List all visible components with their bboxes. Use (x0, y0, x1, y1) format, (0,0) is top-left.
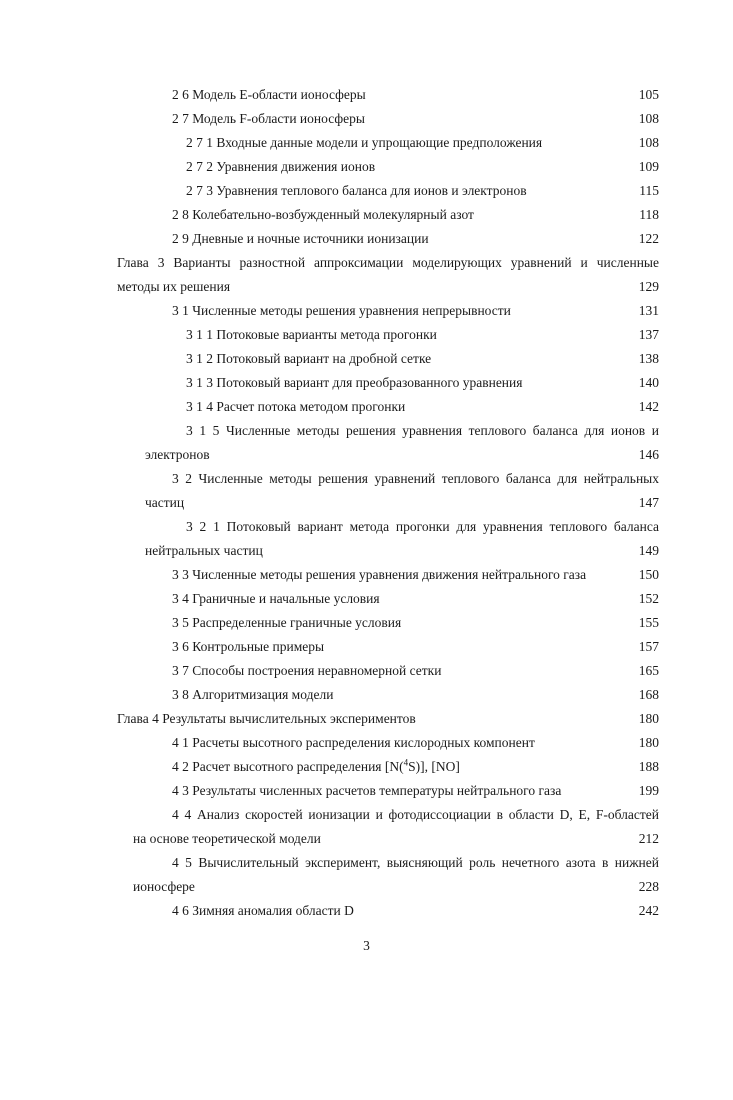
toc-entry-text: 3 1 1 Потоковые варианты метода прогонки (186, 327, 437, 342)
toc-entry-page: 180 (638, 711, 659, 726)
toc-entry-text: 3 6 Контрольные примеры (172, 639, 325, 654)
toc-entry-text: 3 1 2 Потоковый вариант на дробной сетке (186, 351, 432, 366)
toc-entry-page: 115 (639, 183, 659, 198)
toc-entry-text: 2 7 2 Уравнения движения ионов (186, 159, 376, 174)
toc-entry-page: 109 (638, 159, 659, 174)
toc-entry-text: 4 3 Результаты численных расчетов температуры нейтрального газа (172, 783, 562, 798)
toc-entry-page: 137 (638, 327, 659, 342)
toc-entry-text: 4 5 Вычислительный эксперимент, выясняющий роль нечетного азота в нижней (172, 855, 659, 870)
toc-entry-page: 228 (638, 879, 659, 894)
toc-entry-text: 2 6 Модель E-области ионосферы (172, 87, 366, 102)
toc-entry-page: 138 (638, 351, 659, 366)
toc-entry-page: 165 (638, 663, 659, 678)
toc-entry-page: 155 (638, 615, 659, 630)
toc-entry-text: 3 8 Алгоритмизация модели (172, 687, 334, 702)
toc-chapter-heading: Глава 4 Результаты вычислительных экспериментов (117, 711, 416, 726)
toc-entry-page: 150 (638, 567, 659, 582)
page-number: 3 (363, 938, 370, 953)
toc-entry-text: ионосфере (133, 879, 195, 894)
toc-entry-page: 105 (638, 87, 659, 102)
toc-entry-text: 2 7 1 Входные данные модели и упрощающие предположения (186, 135, 543, 150)
toc-entry-text: на основе теоретической модели (133, 831, 321, 846)
toc-entry-page: 180 (638, 735, 659, 750)
toc-entry-page: 147 (638, 495, 659, 510)
toc-entry-page: 199 (638, 783, 659, 798)
toc-entry-text: электронов (145, 447, 210, 462)
toc-entry-text-part: S)], [NO] (408, 759, 460, 774)
toc-entry-text: 3 2 Численные методы решения уравнений теплового баланса для нейтральных (172, 471, 659, 486)
toc-entry-text: 4 4 Анализ скоростей ионизации и фотодиссоциации в области D, E, F-областей (172, 807, 659, 822)
toc-entry-text: методы их решения (117, 279, 231, 294)
toc-entry-text: 3 1 4 Расчет потока методом прогонки (186, 399, 406, 414)
toc-entry-text: 3 1 5 Численные методы решения уравнения теплового баланса для ионов и (186, 423, 659, 438)
toc-entry-text: 3 2 1 Потоковый вариант метода прогонки для уравнения теплового баланса (186, 519, 659, 534)
toc-entry-page: 108 (638, 135, 659, 150)
toc-entry-page: 149 (638, 543, 659, 558)
toc-entry-text-part: 4 2 Расчет высотного распределения [N( (172, 759, 404, 774)
toc-entry-page: 142 (638, 399, 659, 414)
toc-entry-text (172, 758, 460, 775)
toc-entry-page: 140 (638, 375, 659, 390)
toc-entry-text: 3 1 3 Потоковый вариант для преобразованного уравнения (186, 375, 523, 390)
toc-entry-text: нейтральных частиц (145, 543, 263, 558)
toc-entry-page: 168 (638, 687, 659, 702)
toc-entry-text: 3 5 Распределенные граничные условия (172, 615, 402, 630)
toc-entry-page: 157 (638, 639, 659, 654)
toc-entry-text: частиц (145, 495, 185, 510)
toc-entry-page: 188 (638, 759, 659, 774)
toc-entry-superscript: 4 (403, 757, 409, 768)
toc-entry-page: 131 (638, 303, 659, 318)
toc-entry-text: 2 7 Модель F-области ионосферы (172, 111, 365, 126)
toc-entry-text: 3 3 Численные методы решения уравнения движения нейтрального газа (172, 567, 587, 582)
toc-entry-page: 242 (638, 903, 659, 918)
toc-entry-page: 129 (638, 279, 659, 294)
toc-entry-page: 146 (638, 447, 659, 462)
toc-entry-text: 2 9 Дневные и ночные источники ионизации (172, 231, 429, 246)
toc-entry-text: 3 1 Численные методы решения уравнения непрерывности (172, 303, 511, 318)
toc-entry-text: 4 1 Расчеты высотного распределения кислородных компонент (172, 735, 535, 750)
toc-entry-text: 3 4 Граничные и начальные условия (172, 591, 380, 606)
toc-entry-text: 4 6 Зимняя аномалия области D (172, 903, 354, 918)
toc-chapter-heading: Глава 3 Варианты разностной аппроксимации моделирующих уравнений и численные (117, 255, 659, 270)
toc-entry-text: 2 7 3 Уравнения теплового баланса для ионов и электронов (186, 183, 527, 198)
toc-entry-page: 152 (638, 591, 659, 606)
toc-entry-page: 212 (638, 831, 659, 846)
toc-entry-text: 3 7 Способы построения неравномерной сетки (172, 663, 442, 678)
toc-entry-text: 2 8 Колебательно-возбужденный молекулярный азот (172, 207, 474, 222)
toc-entry-page: 108 (638, 111, 659, 126)
toc-entry-page: 122 (638, 231, 659, 246)
toc-entry-page: 118 (639, 207, 659, 222)
